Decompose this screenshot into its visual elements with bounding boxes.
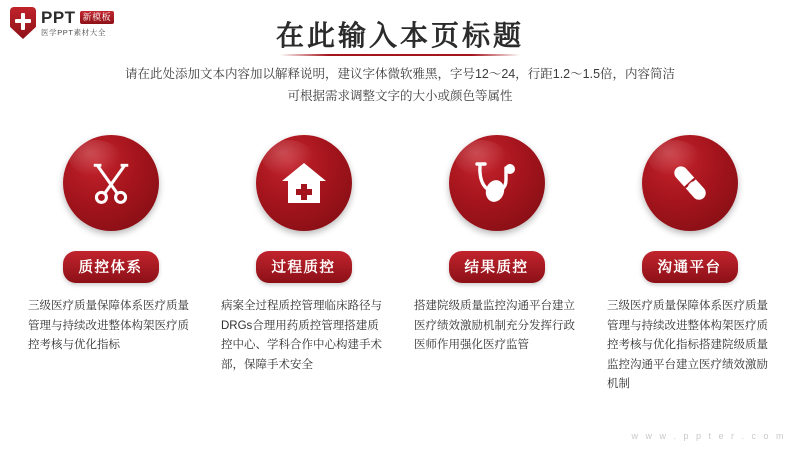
page-title: 在此输入本页标题	[275, 20, 524, 51]
stethoscope-icon	[473, 160, 521, 206]
capsule-pill-icon	[667, 160, 713, 206]
column-text-3: 搭建院级质量监控沟通平台建立医疗绩效激励机制充分发挥行政医师作用强化医疗监管	[414, 300, 575, 351]
title-divider	[280, 54, 520, 56]
column-label-3: 结果质控	[449, 251, 545, 283]
column-label-1: 质控体系	[63, 251, 159, 283]
brand-badge: 新模板	[80, 11, 115, 24]
page-subtitle-line-2: 可根据需求调整文字的大小或颜色等属性	[287, 89, 513, 103]
content-column-3	[400, 135, 593, 395]
content-column-2	[207, 135, 400, 395]
footer-watermark: w w w . p p t e r . c o m	[631, 431, 786, 441]
column-label-2: 过程质控	[256, 251, 352, 283]
column-text-1: 三级医疗质量保障体系医疗质量管理与持续改进整体构架医疗质控考核与优化指标	[28, 300, 189, 351]
scissors-icon	[88, 160, 134, 206]
content-column-1	[14, 135, 207, 395]
column-text-4: 三级医疗质量保障体系医疗质量管理与持续改进整体构架医疗质控考核与优化指标搭建院级质量监控沟通平台建立医疗绩效激励机制	[607, 300, 768, 390]
icon-circle-2	[256, 135, 352, 231]
content-columns	[14, 135, 786, 395]
brand-tagline: 医学PPT素材大全	[41, 28, 106, 37]
column-label-4: 沟通平台	[642, 251, 738, 283]
icon-circle-4	[642, 135, 738, 231]
icon-circle-3	[449, 135, 545, 231]
hospital-home-icon	[280, 160, 328, 206]
column-text-2: 病案全过程质控管理临床路径与DRGs合理用药质控管理搭建质控中心、学科合作中心构建手术部，保障手术安全	[221, 300, 382, 371]
page-subtitle-line-1: 请在此处添加文本内容加以解释说明，建议字体微软雅黑，字号12～24，行距1.2～1.5倍，内容简洁	[124, 67, 676, 81]
icon-circle-1	[63, 135, 159, 231]
brand-name: PPT	[41, 8, 76, 27]
page-subtitle	[0, 63, 800, 107]
content-column-4	[593, 135, 786, 395]
